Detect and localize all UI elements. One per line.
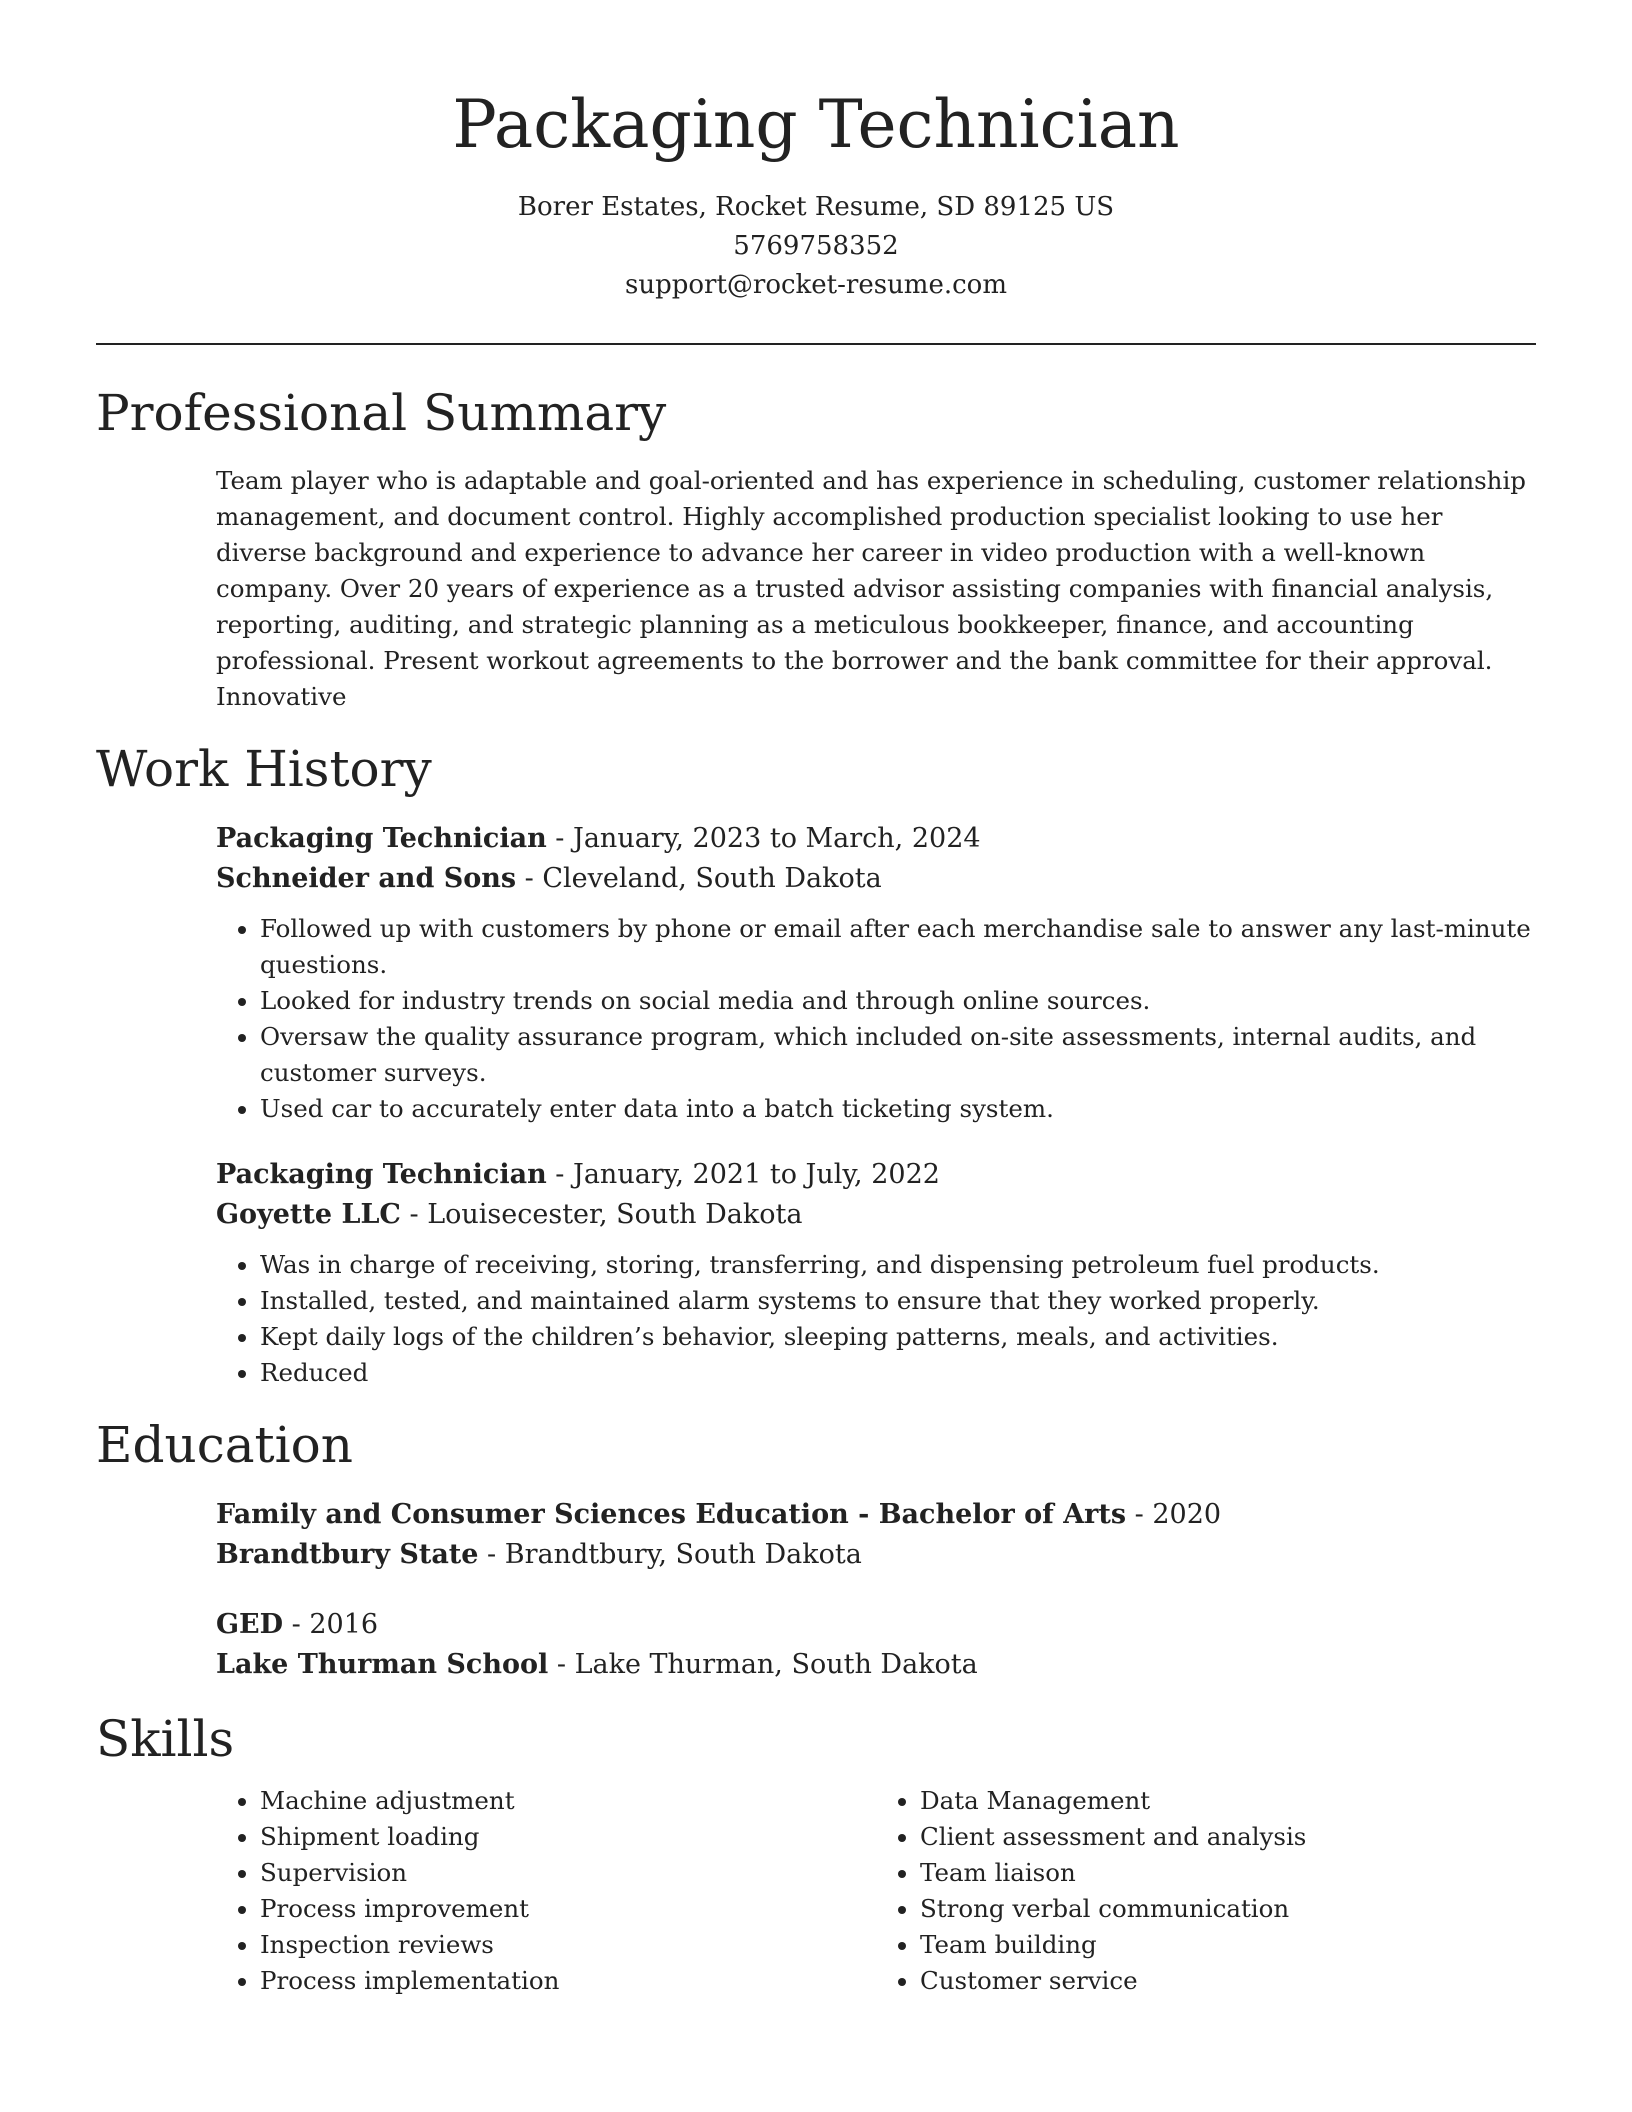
skill-item: • Team building bbox=[920, 1927, 1536, 1963]
education-location: - Brandtbury, South Dakota bbox=[478, 1539, 862, 1570]
skill-item: • Machine adjustment bbox=[260, 1783, 876, 1819]
job-company: Schneider and Sons bbox=[216, 863, 517, 894]
job-bullets bbox=[216, 911, 1536, 1127]
skill-item: • Shipment loading bbox=[260, 1819, 876, 1855]
skill-item: • Supervision bbox=[260, 1855, 876, 1891]
job-bullet: • Installed, tested, and maintained alarm systems to ensure that they worked properly. bbox=[260, 1283, 1536, 1319]
job-bullet: • Kept daily logs of the children’s behavior, sleeping patterns, meals, and activities. bbox=[260, 1319, 1536, 1355]
work-history-section bbox=[96, 737, 1536, 1391]
education-degree: Family and Consumer Sciences Education - Bachelor of Arts bbox=[216, 1499, 1127, 1530]
education-year: - 2020 bbox=[1126, 1499, 1222, 1530]
job-bullet: • Used car to accurately enter data into a batch ticketing system. bbox=[260, 1091, 1536, 1127]
contact-address: Borer Estates, Rocket Resume, SD 89125 US bbox=[517, 192, 1115, 222]
education-school-line bbox=[216, 1645, 1536, 1685]
education-school-line bbox=[216, 1535, 1536, 1575]
skills-grid bbox=[216, 1783, 1536, 1999]
skills-list-right bbox=[876, 1783, 1536, 1999]
skill-item: • Client assessment and analysis bbox=[920, 1819, 1536, 1855]
skill-item: • Data Management bbox=[920, 1783, 1536, 1819]
resume-header bbox=[96, 0, 1536, 305]
skills-title: Skills bbox=[96, 1710, 235, 1768]
skill-item: • Team liaison bbox=[920, 1855, 1536, 1891]
education-entry bbox=[216, 1605, 1536, 1685]
job-position: Packaging Technician bbox=[216, 823, 547, 854]
job-bullet: • Followed up with customers by phone or email after each merchandise sale to answer any last-minute questions. bbox=[260, 911, 1536, 983]
education-location: - Lake Thurman, South Dakota bbox=[548, 1649, 978, 1680]
header-divider bbox=[96, 343, 1536, 345]
education-title: Education bbox=[96, 1416, 353, 1474]
contact-email: support@rocket-resume.com bbox=[624, 270, 1007, 300]
education-school: Lake Thurman School bbox=[216, 1649, 549, 1680]
education-school: Brandtbury State bbox=[216, 1539, 479, 1570]
job-title-line bbox=[216, 1155, 1536, 1195]
job-company: Goyette LLC bbox=[216, 1199, 401, 1230]
summary-text: Team player who is adaptable and goal-oriented and has experience in scheduling, customer relationship management, and document control. Highly accomplished production specialist looking to use her diverse background and experience to advance her career in video production with a well-known company. Over 20 years of experience as a trusted advisor assisting companies with financial analysis, reporting, auditing, and strategic planning as a meticulous bookkeeper, finance, and accounting professional. Present workout agreements to the borrower and the bank committee for their approval. Innovative bbox=[216, 466, 1526, 711]
work-history-title: Work History bbox=[96, 740, 432, 798]
skill-item: • Process implementation bbox=[260, 1963, 876, 1999]
job-entry bbox=[216, 1155, 1536, 1391]
contact-phone: 5769758352 bbox=[733, 231, 899, 261]
job-bullet: • Was in charge of receiving, storing, transferring, and dispensing petroleum fuel products. bbox=[260, 1247, 1536, 1283]
job-bullets bbox=[216, 1247, 1536, 1391]
job-dates: - January, 2023 to March, 2024 bbox=[546, 823, 981, 854]
job-location: - Cleveland, South Dakota bbox=[516, 863, 882, 894]
job-dates: - January, 2021 to July, 2022 bbox=[546, 1159, 940, 1190]
summary-title: Professional Summary bbox=[96, 384, 667, 442]
skill-item: • Customer service bbox=[920, 1963, 1536, 1999]
education-section bbox=[96, 1413, 1536, 1685]
job-position: Packaging Technician bbox=[216, 1159, 547, 1190]
education-year: - 2016 bbox=[283, 1609, 379, 1640]
education-degree-line bbox=[216, 1495, 1536, 1535]
skills-list-left bbox=[216, 1783, 876, 1999]
contact-block bbox=[96, 188, 1536, 305]
job-title-line bbox=[216, 819, 1536, 859]
resume-name: Packaging Technician bbox=[452, 86, 1180, 163]
skill-item: • Strong verbal communication bbox=[920, 1891, 1536, 1927]
job-company-line bbox=[216, 859, 1536, 899]
education-entry bbox=[216, 1495, 1536, 1575]
job-bullet: • Looked for industry trends on social media and through online sources. bbox=[260, 983, 1536, 1019]
skill-item: • Process improvement bbox=[260, 1891, 876, 1927]
education-degree: GED bbox=[216, 1609, 284, 1640]
skill-item: • Inspection reviews bbox=[260, 1927, 876, 1963]
job-company-line bbox=[216, 1195, 1536, 1235]
job-entry bbox=[216, 819, 1536, 1127]
summary-section bbox=[96, 381, 1536, 715]
job-location: - Louisecester, South Dakota bbox=[400, 1199, 803, 1230]
job-bullet: • Reduced bbox=[260, 1355, 1536, 1391]
skills-section bbox=[96, 1707, 1536, 1999]
job-bullet: • Oversaw the quality assurance program, which included on-site assessments, internal audits, and customer surveys. bbox=[260, 1019, 1536, 1091]
education-degree-line bbox=[216, 1605, 1536, 1645]
